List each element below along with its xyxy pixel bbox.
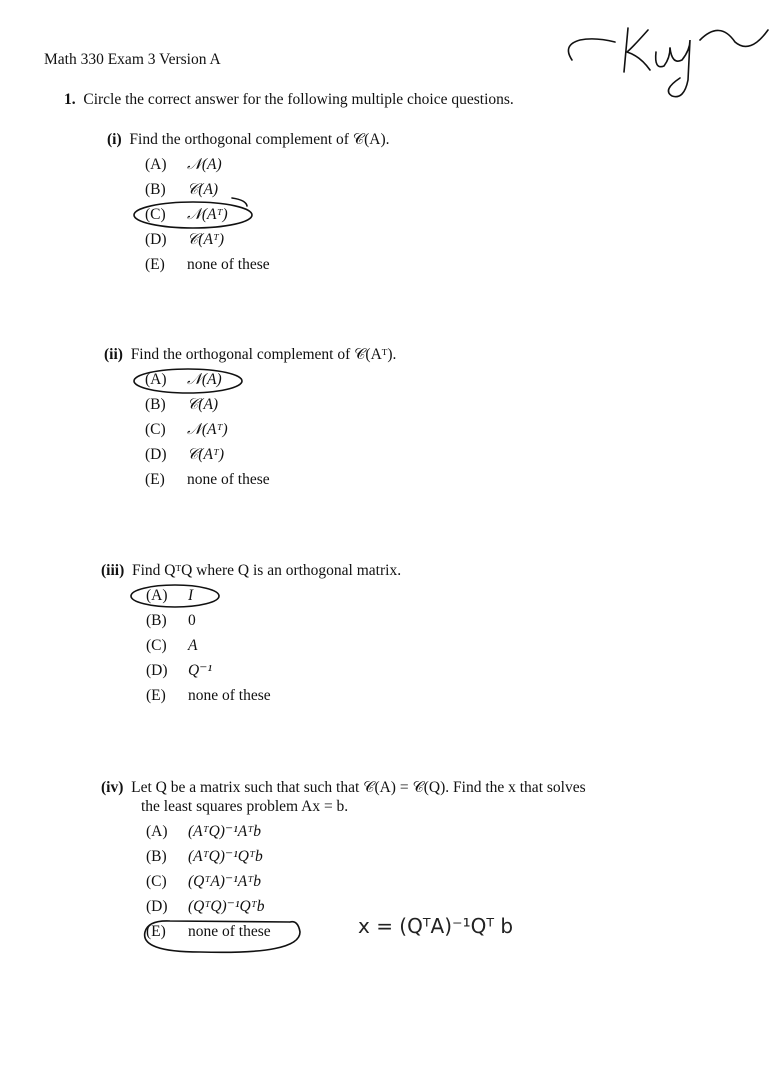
option-b[interactable] xyxy=(146,612,196,630)
option-c[interactable] xyxy=(146,637,197,655)
part-3-prompt xyxy=(101,562,401,580)
part-prompt-text: Find the orthogonal complement of 𝒞(A). xyxy=(129,131,390,148)
option-e[interactable] xyxy=(146,923,271,941)
option-letter: (B) xyxy=(145,396,166,413)
option-letter: (C) xyxy=(146,873,167,890)
part-label: (iii) xyxy=(101,562,125,579)
part-label: (iv) xyxy=(101,779,124,796)
option-letter: (C) xyxy=(145,206,166,223)
option-text: (QᵀA)⁻¹Aᵀb xyxy=(188,873,262,890)
option-d[interactable] xyxy=(145,231,224,249)
question-number: 1. xyxy=(64,91,76,108)
option-d[interactable] xyxy=(146,662,212,680)
option-text: none of these xyxy=(188,923,271,940)
option-text: A xyxy=(188,637,198,654)
option-a[interactable] xyxy=(146,587,193,605)
option-text: 𝒞(Aᵀ) xyxy=(187,231,225,248)
option-letter: (E) xyxy=(146,687,166,704)
option-a[interactable] xyxy=(146,823,261,841)
option-text: 𝒩(A) xyxy=(187,371,222,388)
handwritten-answer: x = (QᵀA)⁻¹Qᵀ b xyxy=(358,914,514,938)
part-prompt-text: Let Q be a matrix such that such that 𝒞(A) = 𝒞(Q). Find the x that solves xyxy=(131,779,586,796)
option-text: (QᵀQ)⁻¹Qᵀb xyxy=(188,898,265,915)
option-letter: (A) xyxy=(146,823,168,840)
option-letter: (E) xyxy=(145,256,165,273)
option-text: 𝒩(Aᵀ) xyxy=(187,206,228,223)
exam-title: Math 330 Exam 3 Version A xyxy=(44,51,221,68)
option-e[interactable] xyxy=(145,256,270,274)
option-letter: (B) xyxy=(145,181,166,198)
option-text: none of these xyxy=(187,256,270,273)
option-c[interactable] xyxy=(145,421,228,439)
option-letter: (B) xyxy=(146,848,167,865)
option-text: (AᵀQ)⁻¹Aᵀb xyxy=(188,823,262,840)
option-letter: (A) xyxy=(145,371,167,388)
option-text: none of these xyxy=(188,687,271,704)
option-a[interactable] xyxy=(145,371,222,389)
option-letter: (D) xyxy=(146,898,168,915)
part-4-prompt xyxy=(101,779,586,797)
option-letter: (D) xyxy=(146,662,168,679)
option-text: none of these xyxy=(187,471,270,488)
part-prompt-line2: the least squares problem Ax = b. xyxy=(141,798,349,815)
option-text: 𝒩(A) xyxy=(187,156,222,173)
question-instruction: Circle the correct answer for the following multiple choice questions. xyxy=(83,91,514,108)
part-1-prompt xyxy=(107,131,390,149)
option-c[interactable] xyxy=(145,206,228,224)
option-text: 𝒞(A) xyxy=(187,181,219,198)
handwritten-key-logo xyxy=(568,28,768,97)
option-d[interactable] xyxy=(146,898,264,916)
option-letter: (C) xyxy=(145,421,166,438)
option-letter: (E) xyxy=(145,471,165,488)
option-text: 𝒞(A) xyxy=(187,396,219,413)
option-letter: (A) xyxy=(145,156,167,173)
option-text: 0 xyxy=(188,612,196,629)
option-b[interactable] xyxy=(145,181,218,199)
option-d[interactable] xyxy=(145,446,224,464)
part-prompt-text: Find the orthogonal complement of 𝒞(Aᵀ). xyxy=(130,346,397,363)
option-letter: (A) xyxy=(146,587,168,604)
option-letter: (E) xyxy=(146,923,166,940)
option-letter: (B) xyxy=(146,612,167,629)
option-e[interactable] xyxy=(145,471,270,489)
option-c[interactable] xyxy=(146,873,261,891)
option-text: 𝒞(Aᵀ) xyxy=(187,446,225,463)
option-b[interactable] xyxy=(146,848,263,866)
option-letter: (D) xyxy=(145,231,167,248)
option-letter: (C) xyxy=(146,637,167,654)
option-b[interactable] xyxy=(145,396,218,414)
option-text: Q⁻¹ xyxy=(188,662,213,679)
part-prompt-text: Find QᵀQ where Q is an orthogonal matrix. xyxy=(132,562,402,579)
option-a[interactable] xyxy=(145,156,222,174)
part-label: (ii) xyxy=(104,346,123,363)
option-text: (AᵀQ)⁻¹Qᵀb xyxy=(188,848,263,865)
option-e[interactable] xyxy=(146,687,271,705)
option-text: 𝒩(Aᵀ) xyxy=(187,421,228,438)
part-2-prompt xyxy=(104,346,396,364)
part-label: (i) xyxy=(107,131,122,148)
option-letter: (D) xyxy=(145,446,167,463)
option-text: I xyxy=(188,587,194,604)
